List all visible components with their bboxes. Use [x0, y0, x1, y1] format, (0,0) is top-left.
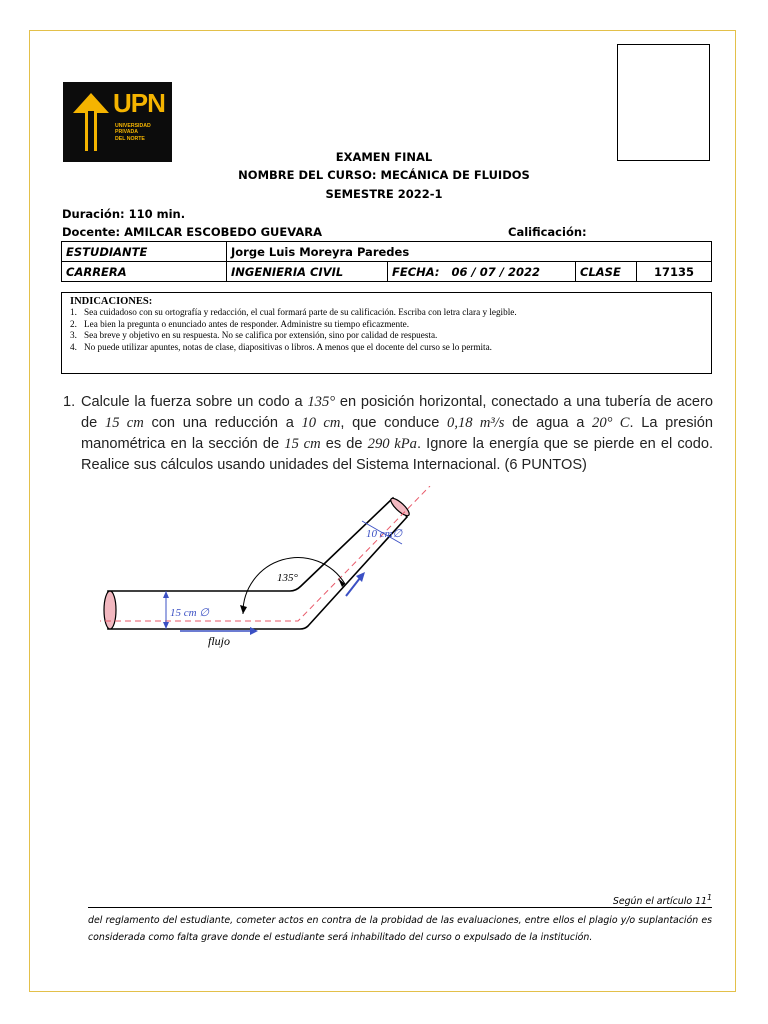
instructions-box — [61, 292, 712, 374]
instruction-number: 2. — [70, 318, 77, 329]
instruction-item — [70, 342, 703, 353]
instruction-item — [70, 307, 703, 318]
class-label: CLASE — [576, 262, 637, 282]
question-text-part: , que conduce — [340, 415, 448, 431]
question-math: 290 kPa — [367, 436, 417, 452]
instruction-number: 1. — [70, 307, 77, 318]
photo-box — [617, 44, 710, 161]
outlet-label: 10 cm∅ — [366, 528, 403, 540]
grade-label: Calificación: — [508, 225, 587, 239]
instruction-item — [70, 319, 703, 330]
upn-arrow-icon — [69, 91, 113, 151]
question-math: 15 cm — [104, 415, 144, 431]
date-label: FECHA: — [392, 264, 440, 279]
question-math: 0,18 m³/s — [447, 415, 505, 431]
question-text-part: con una reducción a — [143, 415, 302, 431]
instruction-text: No puede utilizar apuntes, notas de clase, diapositivas o libros. A menos que el docente del curso se lo permita. — [84, 341, 492, 352]
inlet-label: 15 cm ∅ — [170, 607, 209, 619]
pipe-body — [108, 498, 407, 629]
teacher: Docente: AMILCAR ESCOBEDO GUEVARA — [62, 225, 323, 239]
question-text — [81, 392, 713, 476]
course-name: NOMBRE DEL CURSO: MECÁNICA DE FLUIDOS — [238, 168, 530, 182]
instruction-number: 4. — [70, 341, 77, 352]
question-text-part: . Ignore la energía que se pierde en el codo. Realice sus cálculos usando unidades del Sistema Internacional. (6 PUNTOS) — [81, 436, 714, 473]
footer-lead — [88, 893, 712, 908]
elbow-pipe-diagram — [100, 486, 440, 661]
question-math: 10 cm — [301, 415, 341, 431]
footer-lead-text: Según el artículo 11 — [612, 896, 708, 908]
question-math: 15 cm — [284, 436, 321, 452]
question-math: 20° C — [592, 415, 630, 431]
instructions-title: INDICACIONES: — [70, 296, 153, 307]
question-text-part: de agua a — [504, 415, 593, 431]
duration: Duración: 110 min. — [62, 207, 186, 221]
instruction-text: Sea cuidadoso con su ortografía y redacción, el cual formará parte de su calificación. Escriba con letra clara y legible. — [84, 307, 517, 318]
inlet-cut — [104, 591, 116, 629]
exam-title: EXAMEN FINAL — [335, 150, 433, 164]
date-cell — [388, 262, 576, 282]
instruction-item — [70, 330, 703, 341]
career-value: INGENIERIA CIVIL — [227, 262, 388, 282]
class-value: 17135 — [637, 262, 712, 282]
angle-label: 135° — [277, 572, 298, 584]
question-text-part: en posición horizontal, conectado a una tubería de acero de — [81, 394, 713, 431]
flow-label: flujo — [208, 634, 231, 648]
footer-body: del reglamento del estudiante, cometer actos en contra de la probidad de las evaluaciones, entre ellos el plagio y/o suplantación es considerada como falta grave donde el estudiante será inhabilitado del curso o expulsado de la institución. — [88, 915, 712, 943]
date-value: 06 / 07 / 2022 — [451, 264, 540, 279]
logo-name: UPN — [113, 88, 165, 118]
question-text-part: . La presión manométrica en la sección de — [81, 415, 713, 452]
question-text-part: Calcule la fuerza sobre un codo a — [81, 394, 308, 410]
instruction-text: Sea breve y objetivo en su respuesta. No se califica por extensión, sino por calidad de respuesta. — [84, 330, 438, 341]
question-1 — [63, 392, 713, 476]
instruction-text: Lea bien la pregunta o enunciado antes de responder. Administre su tiempo eficazmente. — [84, 318, 410, 329]
career-label: CARRERA — [62, 262, 227, 282]
semester: SEMESTRE 2022-1 — [325, 187, 443, 201]
footer-lead-mark: 1 — [707, 893, 712, 902]
question-text-part: es de — [320, 436, 368, 452]
student-info-table — [61, 241, 712, 282]
instruction-number: 3. — [70, 330, 77, 341]
question-math: 135° — [307, 394, 336, 410]
question-number: 1. — [63, 394, 76, 410]
student-value: Jorge Luis Moreyra Paredes — [227, 242, 712, 262]
student-label: ESTUDIANTE — [62, 242, 227, 262]
logo-subtitle: UNIVERSIDAD PRIVADA DEL NORTE — [115, 123, 151, 142]
